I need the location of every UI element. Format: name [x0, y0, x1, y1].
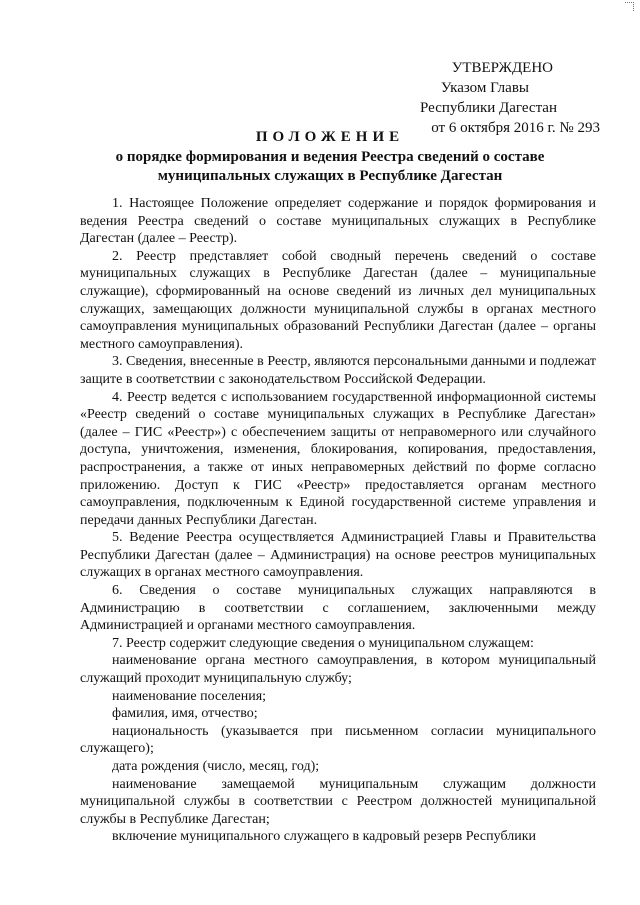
paragraph-4: 4. Реестр ведется с использованием государственной информационной системы «Реестр сведений о составе муниципальных служащих в Республике Дагестан» (далее – ГИС «Реестр») с обеспечением защиты от неправомерного или случайного доступа, уничтожения, изменения, блокирования, копирования, предоставления, распространения, а также от иных неправомерных действий по форме согласно приложению. Доступ к ГИС «Реестр» предоставляется органам местного самоуправления, подключенным к Единой государственной системе управления и передачи данных Республики Дагестан.	[80, 389, 596, 528]
approval-line-republic: Республики Дагестан	[420, 100, 557, 116]
document-subtitle	[70, 148, 590, 186]
approval-line-approved: УТВЕРЖДЕНО	[451, 60, 553, 76]
paragraph-2: 2. Реестр представляет собой сводный перечень сведений о составе муниципальных служащих в Республике Дагестан (далее – муниципальные служащие), сформированный на основе сведений из личных дел муниципальных служащих, замещающих должности муниципальной службы в органах местного самоуправления муниципальных образований Республики Дагестан (далее – органы местного самоуправления).	[80, 248, 596, 352]
document-body	[80, 195, 596, 846]
paragraph-6: 6. Сведения о составе муниципальных служащих направляются в Администрацию в соответствии с соглашением, заключенными между Администрацией и органами местного самоуправления.	[80, 583, 596, 634]
list-item-nationality: национальность (указывается при письменном согласии муниципального служащего);	[80, 723, 596, 757]
list-item-position: наименование замещаемой муниципальным служащим должности муниципальной службы в соответствии с Реестром должностей муниципальной службы в Республике Дагестан;	[80, 776, 596, 827]
list-item-full-name: фамилия, имя, отчество;	[112, 706, 258, 722]
list-item-settlement: наименование поселения;	[112, 688, 267, 704]
list-item-birth-date: дата рождения (число, месяц, год);	[112, 759, 320, 774]
approval-line-decree: Указом Главы	[440, 80, 529, 96]
paragraph-1: 1. Настоящее Положение определяет содержание и порядок формирования и ведения Реестра сведений о составе муниципальных служащих в Республике Дагестан (далее – Реестр).	[80, 196, 596, 247]
document-title: ПОЛОЖЕНИЕ	[255, 129, 405, 145]
document-subtitle-line-1: о порядке формирования и ведения Реестра сведений о составе	[115, 149, 545, 165]
paragraph-7: 7. Реестр содержит следующие сведения о муниципальном служащем:	[112, 635, 534, 651]
list-item-personnel-reserve: включение муниципального служащего в кадровый резерв Республики	[112, 829, 536, 845]
list-item-organ-name: наименование органа местного самоуправления, в котором муниципальный служащий проходит муниципальную службу;	[80, 653, 596, 687]
paragraph-5: 5. Ведение Реестра осуществляется Администрацией Главы и Правительства Республики Дагестан (далее – Администрация) на основе реестров муниципальных служащих в органах местного самоуправления.	[80, 530, 596, 581]
approval-stamp-block	[420, 58, 600, 138]
paragraph-3: 3. Сведения, внесенные в Реестр, являются персональными данными и подлежат защите в соответствии с законодательством Российской Федерации.	[80, 354, 596, 387]
document-subtitle-line-2: муниципальных служащих в Республике Дагестан	[157, 168, 503, 184]
approval-line-date: от 6 октября 2016 г. № 293	[431, 120, 600, 136]
scan-corner-mark	[625, 2, 634, 11]
